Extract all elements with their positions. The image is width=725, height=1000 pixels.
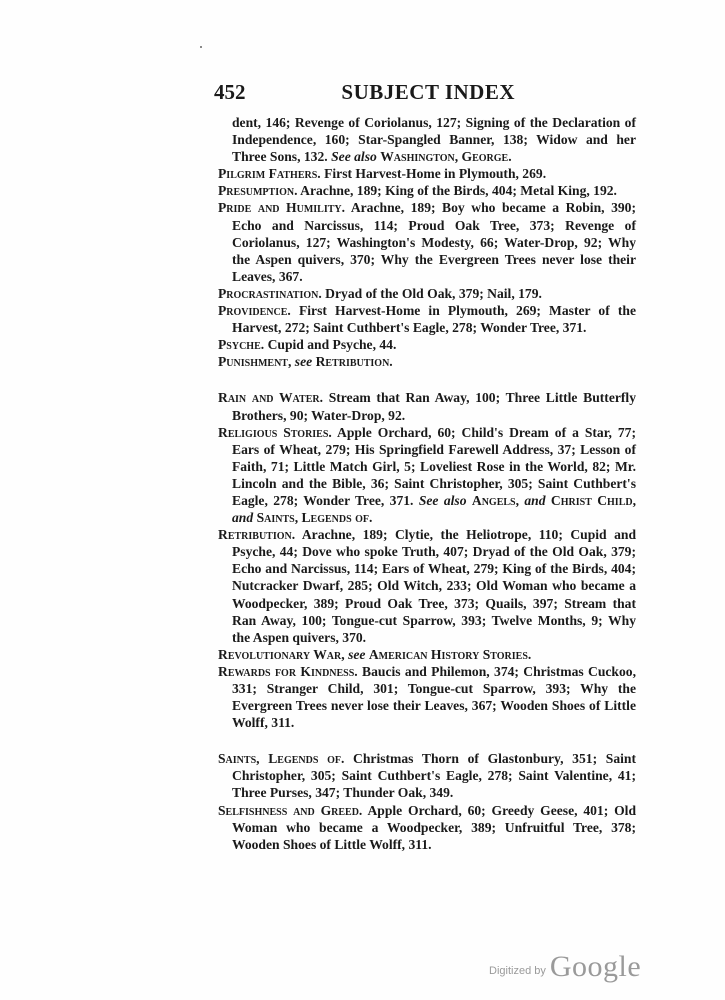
index-entry xyxy=(218,646,636,663)
index-entry xyxy=(218,285,636,302)
entry-text: Arachne, 189; King of the Birds, 404; Metal King, 192. xyxy=(300,183,617,199)
see-target: Angels, xyxy=(471,492,519,508)
entry-text: First Harvest-Home in Plymouth, 269. xyxy=(324,166,547,182)
entry-heading: Psyche. xyxy=(218,337,265,353)
entry-heading: Providence. xyxy=(218,303,291,319)
entry-text: dent, 146; Revenge of Coriolanus, 127; Signing of the Declaration of Independence, 160; Star-Spangled Banner, 138; Widow and her Three Sons, 132. xyxy=(232,115,636,165)
digitized-by-google-watermark xyxy=(489,950,641,984)
watermark-prefix: Digitized by xyxy=(489,965,546,977)
index-entry xyxy=(218,663,636,731)
index-entry xyxy=(218,199,636,284)
entry-heading: Rewards for Kindness. xyxy=(218,663,358,679)
section-gap xyxy=(218,370,636,389)
index-entry xyxy=(218,424,636,527)
running-title: SUBJECT INDEX xyxy=(341,80,515,104)
entry-text: Arachne, 189; Clytie, the Heliotrope, 110; Cupid and Psyche, 44; Dove who spoke Truth, 407; Dryad of the Old Oak, 379; Echo and Narcissus, 114; Ears of Wheat, 279; King of the Birds, 404; Nutcracker Dwarf, 285; Old Witch, 233; Old Woman who became a Woodpecker, 389; Proud Oak Tree, 373; Quails, 397; Stream that Ran Away, 100; Tongue-cut Sparrow, 393; Twelve Months, 9; Why the Aspen quivers, 370. xyxy=(232,527,636,645)
entry-heading: Presumption. xyxy=(218,183,298,199)
entry-heading: Punishment, xyxy=(218,354,292,370)
entry-heading: Religious Stories. xyxy=(218,424,332,440)
entry-text: Apple Orchard, 60; Child's Dream of a Star, 77; Ears of Wheat, 279; His Springfield Farewell Address, 37; Lesson of Faith, 71; Little Match Girl, 5; Loveliest Rose in the World, 82; Mr. Lincoln and the Bible, 36; Saint Christopher, 305; Saint Cuthbert's Eagle, 278; Wonder Tree, 371. xyxy=(232,424,636,508)
section-gap xyxy=(218,731,636,750)
index-entry xyxy=(218,526,636,646)
see-target: Saints, Legends of. xyxy=(256,510,373,526)
index-body xyxy=(218,114,636,853)
page-number: 452 xyxy=(214,80,246,104)
entry-heading: Rain and Water. xyxy=(218,390,323,406)
see-label: See also xyxy=(331,149,377,165)
entry-text: Dryad of the Old Oak, 379; Nail, 179. xyxy=(325,285,542,301)
index-entry xyxy=(218,302,636,336)
see-conjunction: and xyxy=(232,510,254,526)
entry-heading: Pilgrim Fathers. xyxy=(218,166,321,182)
see-label: see xyxy=(294,354,313,370)
entry-heading: Revolutionary War, xyxy=(218,646,345,662)
see-conjunction: and xyxy=(524,492,546,508)
entry-text: Baucis and Philemon, 374; Christmas Cuckoo, 331; Stranger Child, 301; Tongue-cut Sparrow, 393; Why the Evergreen Trees never lose their Leaves, 367; Wooden Shoes of Little Wolff, 311. xyxy=(232,663,636,731)
see-label: see xyxy=(348,646,366,662)
entry-heading: Pride and Humility. xyxy=(218,200,346,216)
google-logo: Google xyxy=(549,950,642,983)
see-target: American History Stories. xyxy=(368,646,532,662)
see-label: See also xyxy=(418,492,467,508)
entry-text: Arachne, 189; Boy who became a Robin, 390; Echo and Narcissus, 114; Proud Oak Tree, 373; Revenge of Coriolanus, 127; Washington's Modesty, 66; Water-Drop, 92; Why the Aspen quivers, 370; Why the Evergreen Trees never lose their Leaves, 367. xyxy=(232,200,636,284)
entry-text: Apple Orchard, 60; Greedy Geese, 401; Old Woman who became a Woodpecker, 389; Unfruitful Tree, 378; Wooden Shoes of Little Wolff, 311. xyxy=(232,802,637,852)
entry-heading: Selfishness and Greed. xyxy=(218,802,363,818)
entry-heading: Saints, Legends of. xyxy=(218,751,345,767)
index-entry xyxy=(218,165,636,182)
entry-text: First Harvest-Home in Plymouth, 269; Master of the Harvest, 272; Saint Cuthbert's Eagle, 278; Wonder Tree, 371. xyxy=(232,303,636,336)
page-header xyxy=(214,80,515,106)
entry-text: Stream that Ran Away, 100; Three Little Butterfly Brothers, 90; Water-Drop, 92. xyxy=(232,390,636,423)
index-entry xyxy=(218,114,636,165)
scan-speck xyxy=(200,46,202,48)
see-target: Retribution. xyxy=(315,354,393,370)
index-entry xyxy=(218,389,636,423)
entry-text: Christmas Thorn of Glastonbury, 351; Saint Christopher, 305; Saint Cuthbert's Eagle, 278; Saint Valentine, 41; Three Purses, 347; Thunder Oak, 349. xyxy=(232,751,636,801)
see-target: Christ Child, xyxy=(550,492,636,508)
index-entry xyxy=(218,750,636,801)
index-entry xyxy=(218,802,636,853)
see-target: Washington, George. xyxy=(380,149,512,165)
entry-heading: Retribution. xyxy=(218,527,296,543)
entry-text: Cupid and Psyche, 44. xyxy=(267,337,397,353)
index-entry xyxy=(218,336,636,353)
entry-heading: Procrastination. xyxy=(218,285,322,301)
index-entry xyxy=(218,182,636,199)
index-entry xyxy=(218,353,636,370)
